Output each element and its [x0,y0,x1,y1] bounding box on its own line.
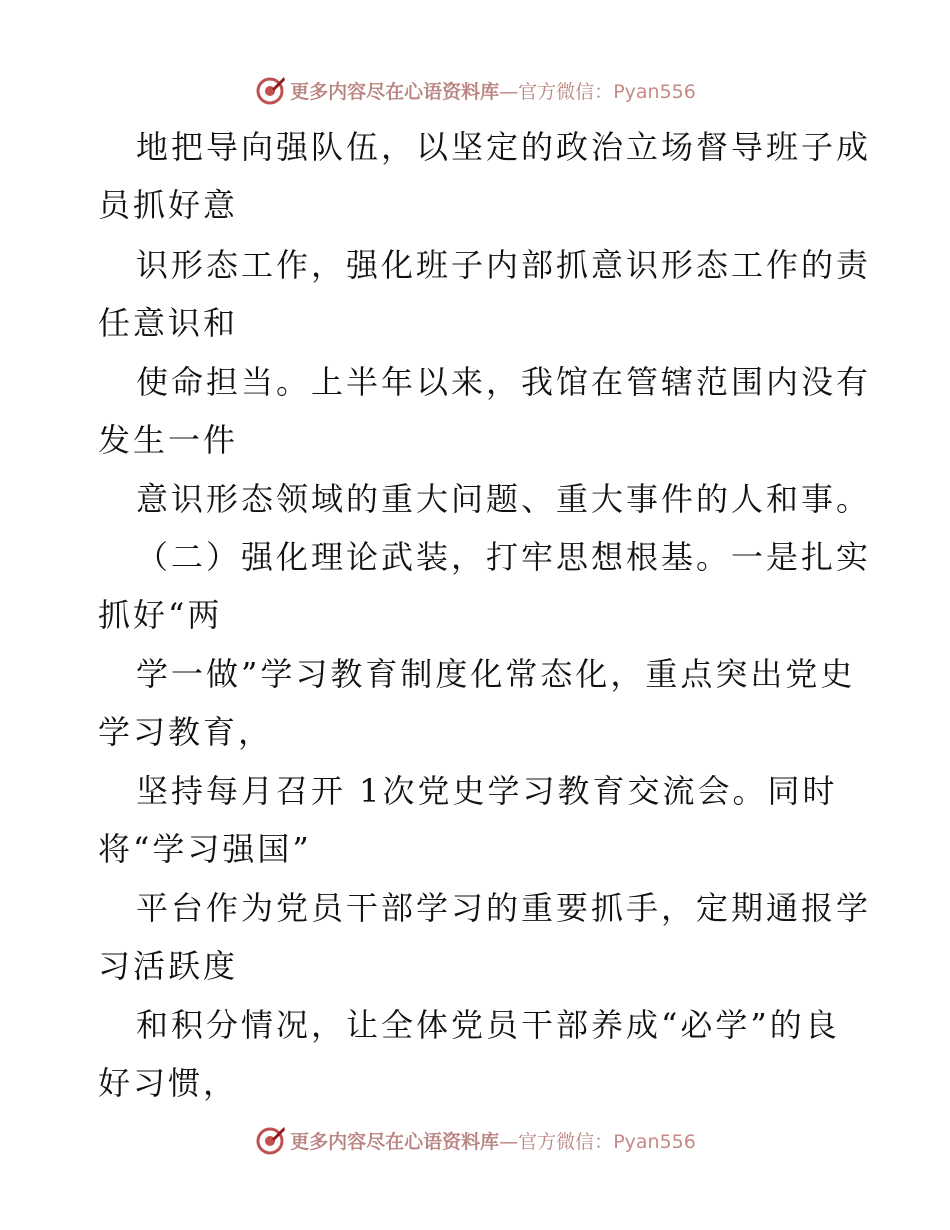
banner-brand: 更多内容尽在心语资料库 [290,80,500,103]
pen-logo-icon [254,74,286,106]
banner-wechat-label: 官方微信： [518,80,614,103]
paragraph-line-continuation: 习活跃度 [98,947,239,985]
banner-wechat-label: 官方微信： [518,1130,614,1153]
paragraph-line-continuation: 好习惯， [98,1064,239,1102]
paragraph-line: 学一做”学习教育制度化常态化，重点突出党史 [136,655,856,693]
paragraph-line-continuation: 任意识和 [98,304,239,342]
section-heading-line: （二）强化理论武装，打牢思想根基。一是扎实 [136,538,872,576]
paragraph-line: 平台作为党员干部学习的重要抓手，定期通报学 [136,889,872,927]
banner-dash: — [499,1130,519,1153]
pen-logo-icon [254,1124,286,1156]
paragraph-line: 和积分情况，让全体党员干部养成“必学”的良 [136,1006,840,1044]
header-banner [0,70,950,110]
paragraph-line: 意识形态领域的重大问题、重大事件的人和事。 [136,480,872,518]
paragraph-line-continuation: 发生一件 [98,421,239,459]
paragraph-line: 地把导向强队伍，以坚定的政治立场督导班子成 [136,128,872,166]
footer-banner [0,1120,950,1160]
paragraph-line-continuation: 将“学习强国” [98,830,312,868]
paragraph-line: 坚持每月召开 1次党史学习教育交流会。同时 [136,772,838,810]
banner-dash: — [499,80,519,103]
paragraph-line-continuation: 学习教育， [98,713,274,751]
banner-brand: 更多内容尽在心语资料库 [290,1130,500,1153]
banner-wechat-id: Pyan556 [613,1130,696,1153]
banner-text [290,1127,696,1154]
paragraph-line: 使命担当。上半年以来，我馆在管辖范围内没有 [136,363,872,401]
paragraph-line-continuation: 员抓好意 [98,186,239,224]
banner-text [290,77,696,104]
banner-wechat-id: Pyan556 [613,80,696,103]
paragraph-line: 识形态工作，强化班子内部抓意识形态工作的责 [136,246,872,284]
paragraph-line-continuation: 抓好“两 [98,596,223,634]
